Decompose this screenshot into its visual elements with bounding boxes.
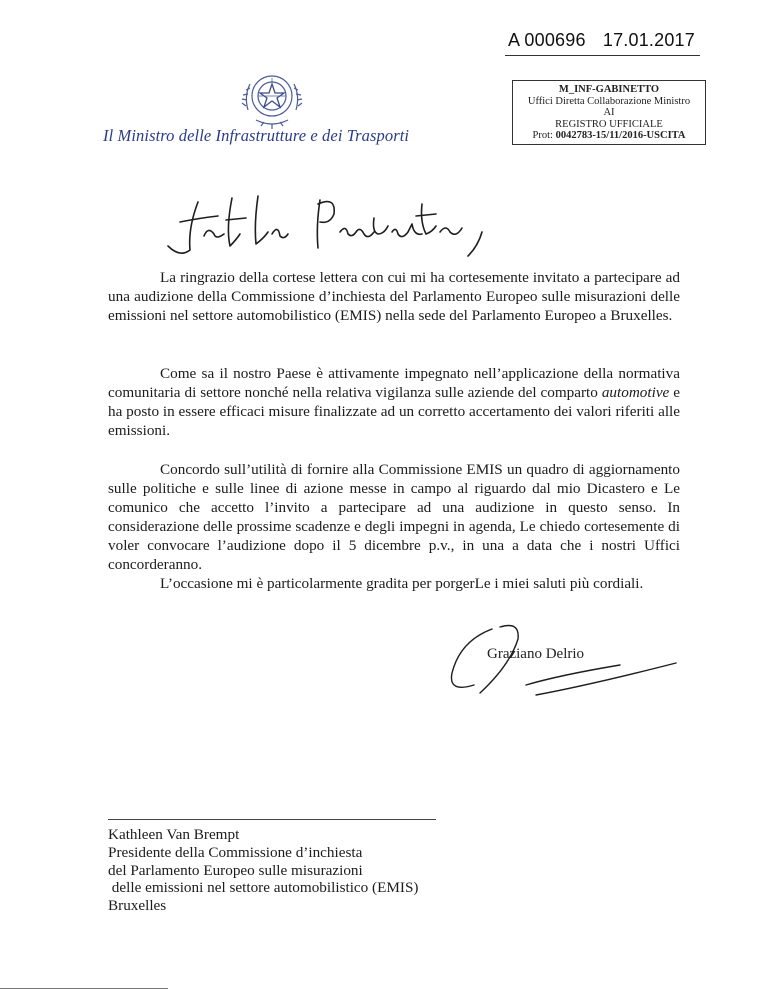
paragraph-2-text-a: Come sa il nostro Paese è attivamente impegnato nell’applicazione della normativa comunitaria di settore nonché nella relativa vigilanza sulle aziende del comparto xyxy=(108,365,680,401)
ministry-heading: Il Ministro delle Infrastrutture e dei Trasporti xyxy=(103,126,410,145)
stamp-line-protocol xyxy=(515,130,703,142)
stamp-prot-value: 0042783-15/11/2016-USCITA xyxy=(555,130,686,141)
paragraph-4 xyxy=(108,574,680,593)
stamp-prot-label: Prot: xyxy=(532,130,553,141)
paragraph-1-text: La ringrazio della cortese lettera con cui mi ha cortesemente invitato a partecipare ad una audizione della Commissione d’inchiesta del Parlamento Europeo sulle misurazioni delle emissioni nel settore automobilistico (EMIS) nella sede del Parlamento Europeo a Bruxelles. xyxy=(108,269,680,324)
footer-rule xyxy=(0,988,168,989)
paragraph-4-text: L’occasione mi è particolarmente gradita per porgerLe i miei saluti più cordiali. xyxy=(160,575,644,592)
addressee-line: Bruxelles xyxy=(108,897,167,915)
stamp-line-ai: AI xyxy=(603,107,615,118)
paragraph-2 xyxy=(108,364,680,440)
paragraph-2-text-b: e ha posto in essere efficaci misure finalizzate ad un corretto accertamento dei valori riferiti alle emissioni. xyxy=(108,384,680,439)
protocol-stamp xyxy=(512,80,706,145)
stamp-line-registry: REGISTRO UFFICIALE xyxy=(555,118,663,130)
addressee-separator xyxy=(108,819,436,820)
addressee-line: Presidente della Commissione d’inchiesta xyxy=(108,843,363,861)
addressee-line: Kathleen Van Brempt xyxy=(108,826,240,843)
document-date: 17.01.2017 xyxy=(602,30,695,50)
addressee-block xyxy=(108,826,418,915)
paragraph-3-text: Concordo sull’utilità di fornire alla Commissione EMIS un quadro di aggiornamento sulle politiche e sulle linee di azione messe in campo al riguardo dal mio Dicastero e Le comunico che accetto l’invito a partecipare ad una audizione in questo senso. In considerazione delle prossime scadenze e degli impegni in agenda, Le chiedo cortesemente di voler convocare l’audizione dopo il 5 dicembre p.v., in una a data che i nostri Uffici concorderanno. xyxy=(108,461,680,573)
handwritten-signature xyxy=(440,615,690,715)
addressee-line: delle emissioni nel settore automobilistico (EMIS) xyxy=(108,879,419,897)
document-reference xyxy=(508,30,695,51)
document-number: A 000696 xyxy=(508,30,586,50)
paragraph-3 xyxy=(108,460,680,574)
republic-emblem-icon xyxy=(238,66,306,132)
signatory-name: Graziano Delrio xyxy=(487,646,585,662)
addressee-line: del Parlamento Europeo sulle misurazioni xyxy=(108,861,363,879)
stamp-line-department: Uffici Diretta Collaborazione Ministro xyxy=(527,95,691,107)
paragraph-1 xyxy=(108,268,680,325)
reference-underline xyxy=(505,55,700,56)
paragraph-2-emphasis: automotive xyxy=(601,384,670,401)
stamp-line-office: M_INF-GABINETTO xyxy=(558,84,660,95)
handwritten-salutation xyxy=(160,188,500,268)
